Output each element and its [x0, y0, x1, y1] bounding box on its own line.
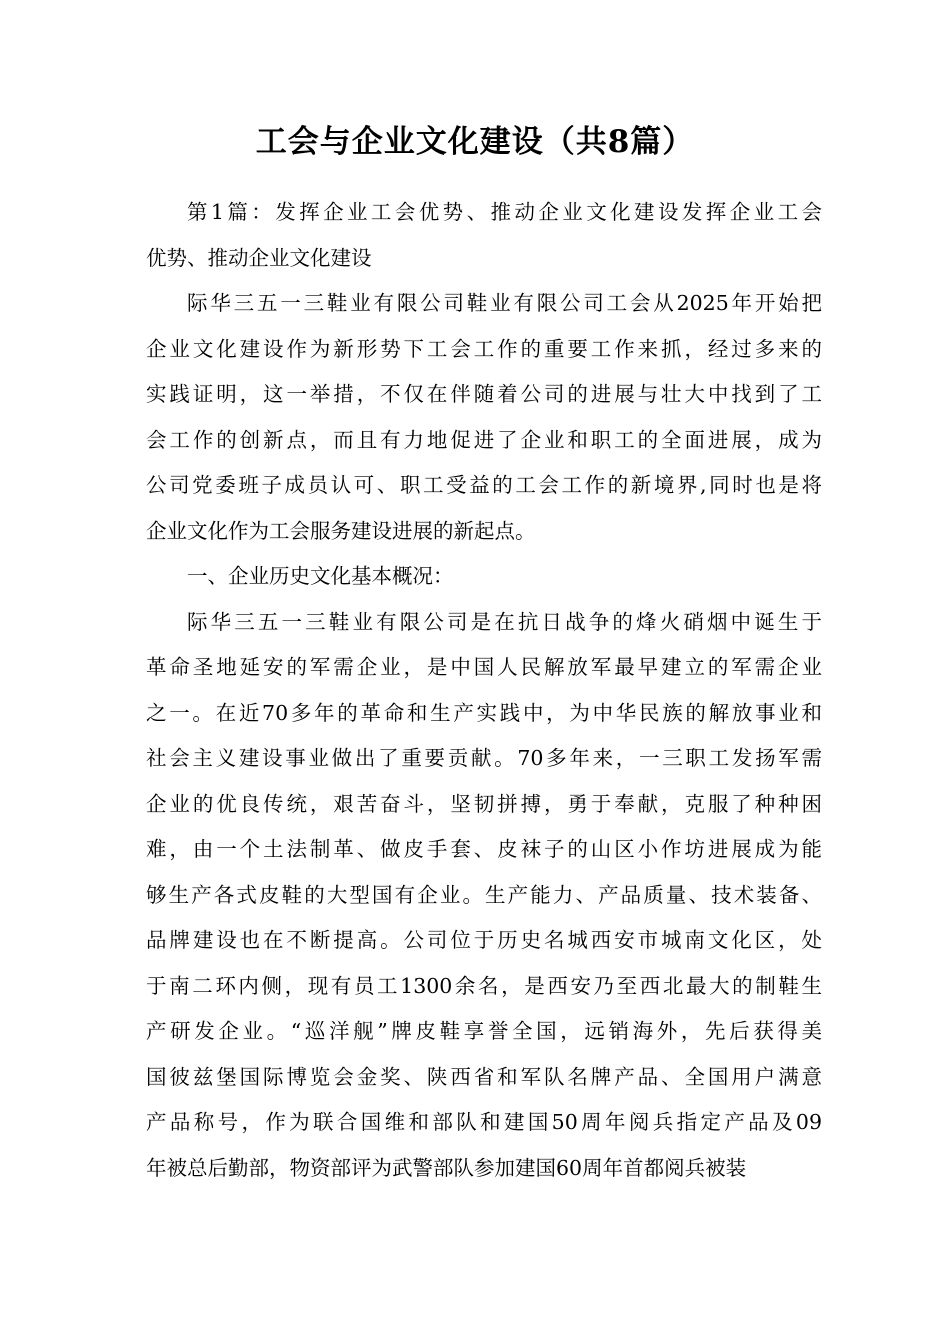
paragraph-line: 之一。在近70多年的革命和生产实践中，为中华民族的解放事业和: [146, 700, 822, 725]
paragraph-line: 实践证明，这一举措，不仅在伴随着公司的进展与壮大中找到了工: [146, 382, 822, 406]
paragraph-p2: [146, 281, 822, 554]
paragraph-line: 品牌建设也在不断提高。公司位于历史名城西安市城南文化区，处: [146, 928, 822, 952]
paragraph-container: [146, 190, 822, 1191]
paragraph-line: 于南二环内侧，现有员工1300余名，是西安乃至西北最大的制鞋生: [146, 973, 822, 998]
paragraph-p3: [146, 554, 822, 600]
paragraph-line: 一、企业历史文化基本概况：: [187, 564, 454, 588]
paragraph-line: 公司党委班子成员认可、职工受益的工会工作的新境界,同时也是将: [146, 473, 822, 497]
paragraph-line: 产品称号，作为联合国维和部队和建国50周年阅兵指定产品及09: [146, 1110, 822, 1134]
paragraph-line: 产研发企业。“巡洋舰”牌皮鞋享誉全国，远销海外，先后获得美: [146, 1019, 822, 1043]
paragraph-line: 际华三五一三鞋业有限公司鞋业有限公司工会从2025年开始把: [187, 291, 822, 315]
paragraph-line: 国彼兹堡国际博览会金奖、陕西省和军队名牌产品、全国用户满意: [146, 1064, 822, 1089]
paragraph-line: 企业的优良传统，艰苦奋斗，坚韧拼搏，勇于奉献，克服了种种困: [146, 791, 822, 816]
paragraph-line: 会工作的创新点，而且有力地促进了企业和职工的全面进展，成为: [146, 427, 822, 452]
paragraph-line: 际华三五一三鞋业有限公司是在抗日战争的烽火硝烟中诞生于: [187, 609, 822, 634]
paragraph-line: 革命圣地延安的军需企业，是中国人民解放军最早建立的军需企业: [146, 655, 822, 679]
paragraph-line: 企业文化作为工会服务建设进展的新起点。: [146, 518, 536, 543]
paragraph-p4: [146, 600, 822, 1192]
paragraph-line: 社会主义建设事业做出了重要贡献。70多年来，一三职工发扬军需: [146, 746, 822, 770]
document-body: [146, 190, 822, 1191]
paragraph-line: 够生产各式皮鞋的大型国有企业。生产能力、产品质量、技术装备、: [146, 882, 822, 907]
paragraph-line: 第1篇：发挥企业工会优势、推动企业文化建设发挥企业工会: [187, 200, 822, 224]
paragraph-line: 优势、推动企业文化建设: [146, 245, 372, 270]
paragraph-line: 年被总后勤部，物资部评为武警部队参加建国60周年首都阅兵被装: [146, 1155, 747, 1180]
paragraph-line: 难，由一个土法制革、做皮手套、皮袜子的山区小作坊进展成为能: [146, 837, 822, 861]
document-title: 工会与企业文化建设（共8篇）: [255, 124, 695, 160]
paragraph-line: 企业文化建设作为新形势下工会工作的重要工作来抓，经过多来的: [146, 336, 822, 361]
paragraph-p1: [146, 190, 822, 281]
